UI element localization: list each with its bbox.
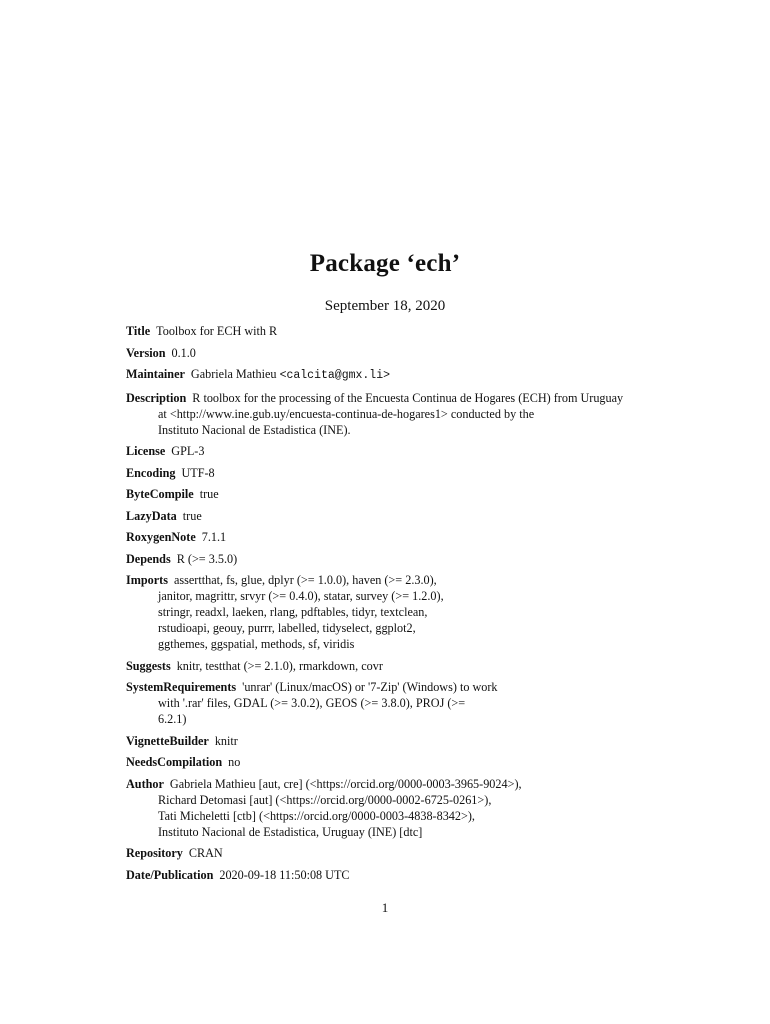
field-vignettebuilder bbox=[126, 733, 646, 749]
field-title bbox=[126, 323, 646, 339]
field-key: LazyData bbox=[126, 508, 177, 523]
field-datepublication bbox=[126, 867, 646, 883]
field-key: NeedsCompilation bbox=[126, 755, 223, 769]
field-key: VignetteBuilder bbox=[126, 733, 209, 748]
field-value: knitr bbox=[214, 733, 238, 748]
field-value: knitr, testthat (>= 2.1.0), rmarkdown, covr bbox=[176, 658, 383, 673]
field-key: Author bbox=[126, 776, 164, 791]
field-value-line: with '.rar' files, GDAL (>= 3.0.2), GEOS (>= 3.8.0), PROJ (>= bbox=[158, 696, 466, 710]
maintainer-email: <calcita@gmx.li> bbox=[279, 369, 390, 382]
field-bytecompile bbox=[126, 486, 646, 502]
field-value-line: Instituto Nacional de Estadistica, Uruguay (INE) [dtc] bbox=[158, 824, 423, 839]
field-lazydata bbox=[126, 508, 646, 524]
field-key: Version bbox=[126, 345, 166, 360]
field-value: 2020-09-18 11:50:08 UTC bbox=[219, 867, 350, 882]
field-imports bbox=[126, 572, 646, 652]
field-value-line: ggthemes, ggspatial, methods, sf, viridis bbox=[158, 637, 355, 651]
field-value: 0.1.0 bbox=[171, 345, 196, 360]
field-value-line: R toolbox for the processing of the Encuesta Continua de Hogares (ECH) from Uruguay bbox=[192, 390, 624, 405]
field-key: Encoding bbox=[126, 465, 176, 480]
field-roxygennote bbox=[126, 529, 646, 545]
field-key: RoxygenNote bbox=[126, 530, 196, 544]
field-value: Toolbox for ECH with R bbox=[156, 324, 278, 338]
field-author bbox=[126, 776, 646, 840]
field-value-line: 6.2.1) bbox=[158, 712, 187, 726]
field-maintainer bbox=[126, 366, 646, 384]
field-value: no bbox=[228, 755, 241, 769]
package-date: September 18, 2020 bbox=[324, 298, 446, 314]
field-value: Gabriela Mathieu bbox=[190, 367, 277, 381]
field-value: CRAN bbox=[188, 846, 223, 860]
field-value-line: janitor, magrittr, srvyr (>= 0.4.0), statar, survey (>= 1.2.0), bbox=[158, 589, 444, 603]
field-key: Description bbox=[126, 390, 187, 405]
field-systemrequirements bbox=[126, 679, 646, 727]
field-key: ByteCompile bbox=[126, 487, 194, 501]
field-value-line: Tati Micheletti [ctb] (<https://orcid.org/0000-0003-4838-8342>), bbox=[158, 808, 475, 823]
field-key: Depends bbox=[126, 551, 171, 566]
field-value-line: stringr, readxl, laeken, rlang, pdftables, tidyr, textclean, bbox=[158, 605, 428, 619]
field-key: Suggests bbox=[126, 658, 171, 673]
field-key: Date/Publication bbox=[126, 867, 214, 882]
field-repository bbox=[126, 845, 646, 861]
field-license bbox=[126, 443, 646, 459]
field-key: SystemRequirements bbox=[126, 680, 237, 694]
field-key: Imports bbox=[126, 573, 168, 587]
field-key: License bbox=[126, 444, 166, 458]
field-encoding bbox=[126, 465, 646, 481]
field-value-line: 'unrar' (Linux/macOS) or '7-Zip' (Windows) to work bbox=[242, 680, 498, 694]
field-value: R (>= 3.5.0) bbox=[176, 551, 238, 566]
field-value-line: Gabriela Mathieu [aut, cre] (<https://orcid.org/0000-0003-3965-9024>), bbox=[169, 776, 522, 791]
field-version bbox=[126, 345, 646, 361]
field-value: UTF-8 bbox=[181, 465, 215, 480]
field-key: Title bbox=[126, 324, 151, 338]
field-value: true bbox=[199, 487, 219, 501]
description-fields bbox=[126, 323, 646, 888]
package-title: Package ‘ech’ bbox=[309, 250, 461, 277]
field-depends bbox=[126, 551, 646, 567]
field-suggests bbox=[126, 658, 646, 674]
field-value: true bbox=[182, 508, 202, 523]
field-value-line: Richard Detomasi [aut] (<https://orcid.org/0000-0002-6725-0261>), bbox=[158, 792, 492, 807]
field-value-line: at <http://www.ine.gub.uy/encuesta-continua-de-hogares1> conducted by the bbox=[158, 406, 535, 421]
field-value: 7.1.1 bbox=[201, 530, 227, 544]
field-key: Repository bbox=[126, 846, 183, 860]
field-description bbox=[126, 390, 646, 438]
field-value-line: assertthat, fs, glue, dplyr (>= 1.0.0), haven (>= 2.3.0), bbox=[173, 573, 437, 587]
field-value-line: rstudioapi, geouy, purrr, labelled, tidyselect, ggplot2, bbox=[158, 621, 416, 635]
field-value: GPL-3 bbox=[171, 444, 205, 458]
field-key: Maintainer bbox=[126, 367, 185, 381]
page-number: 1 bbox=[381, 900, 389, 915]
field-needscompilation bbox=[126, 754, 646, 770]
field-value-line: Instituto Nacional de Estadistica (INE). bbox=[158, 422, 351, 437]
